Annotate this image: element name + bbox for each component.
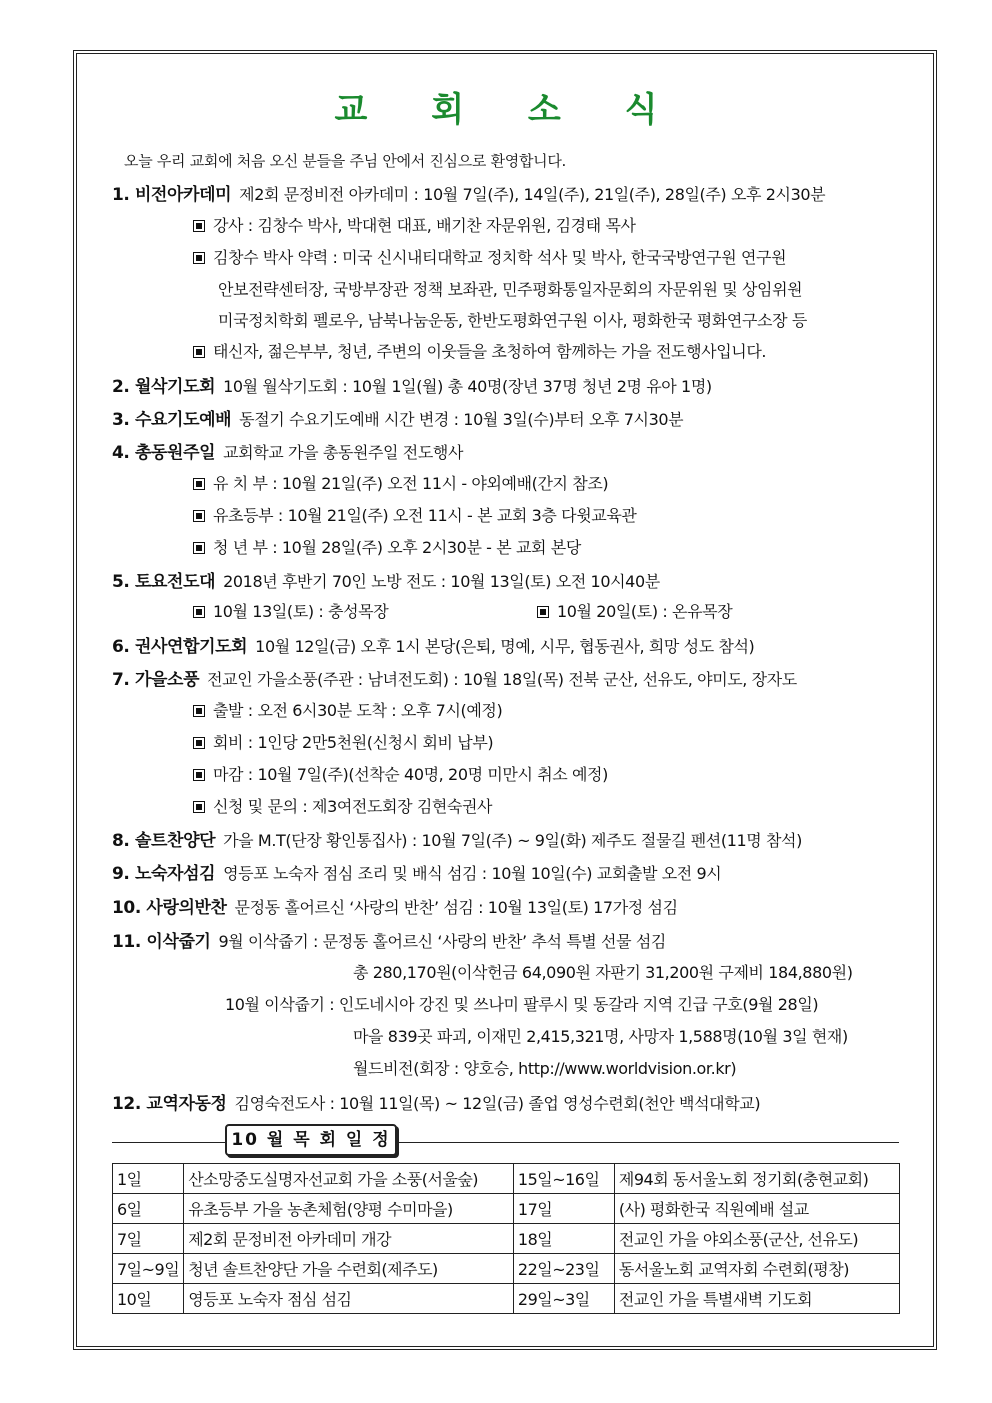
- event-cell: 산소망중도실명자선교회 가을 소풍(서울숲): [184, 1164, 514, 1194]
- event-cell: 영등포 노숙자 점심 섬김: [184, 1284, 514, 1314]
- event-cell: 유초등부 가을 농촌체험(양평 수미마을): [184, 1194, 514, 1224]
- notice-item: [112, 665, 797, 690]
- notice-text: 10월 월삭기도회 : 10월 1일(월) 총 40명(장년 37명 청년 2명 유아 1명): [223, 377, 712, 396]
- notice-item: [112, 180, 825, 205]
- notice-heading: 1. 비전아카데미: [112, 185, 232, 205]
- continuation-text: 총 280,170원(이삭헌금 64,090원 자판기 31,200원 구제비 184,880원): [353, 963, 853, 982]
- square-bullet-icon: [193, 769, 205, 781]
- date-cell: 17일: [513, 1194, 614, 1224]
- notice-text: 2018년 후반기 70인 노방 전도 : 10월 13일(토) 오전 10시40분: [223, 572, 660, 591]
- date-cell: 7일: [113, 1224, 184, 1254]
- date-cell: 10일: [113, 1284, 184, 1314]
- notice-heading: 6. 권사연합기도회: [112, 637, 248, 657]
- date-cell: 18일: [513, 1224, 614, 1254]
- bullet-item: 10월 20일(토) : 온유목장: [537, 599, 732, 622]
- notice-item: [112, 826, 802, 851]
- bullet-item: 회비 : 1인당 2만5천원(신청시 회비 납부): [193, 730, 493, 753]
- square-bullet-icon: [193, 220, 205, 232]
- notice-item: [112, 372, 712, 397]
- date-cell: 1일: [113, 1164, 184, 1194]
- continuation-text: 10월 이삭줍기 : 인도네시아 강진 및 쓰나미 팔루시 및 동갈라 지역 긴급 구호(9월 28일): [225, 995, 819, 1014]
- welcome-text: 오늘 우리 교회에 처음 오신 분들을 주님 안에서 진심으로 환영합니다.: [124, 152, 567, 170]
- event-cell: 청년 솔트찬양단 가을 수련회(제주도): [184, 1254, 514, 1284]
- date-cell: 29일~3일: [513, 1284, 614, 1314]
- continuation-text: 월드비전(회장 : 양호승, http://www.worldvision.or.kr): [353, 1059, 737, 1078]
- page-title: 교 회 소 식: [334, 90, 684, 130]
- notice-heading: 5. 토요전도대: [112, 572, 216, 592]
- notice-text: 전교인 가을소풍(주관 : 남녀전도회) : 10월 18일(목) 전북 군산, 선유도, 야미도, 장자도: [207, 670, 797, 689]
- bullet-item: 10월 13일(토) : 충성목장: [193, 599, 388, 622]
- table-row: [113, 1164, 900, 1194]
- notice-heading: 8. 솔트찬양단: [112, 831, 216, 851]
- notice-heading: 2. 월삭기도회: [112, 377, 216, 397]
- date-cell: 15일~16일: [513, 1164, 614, 1194]
- notice-item: [112, 859, 721, 884]
- notice-item: [112, 1089, 760, 1114]
- notice-text: 9월 이삭줍기 : 문정동 홀어르신 ‘사랑의 반찬’ 추석 특별 선물 섬김: [218, 932, 666, 951]
- square-bullet-icon: [193, 801, 205, 813]
- bullet-item: 유 치 부 : 10월 21일(주) 오전 11시 - 야외예배(간지 참조): [193, 471, 608, 494]
- bullet-item: 청 년 부 : 10월 28일(주) 오후 2시30분 - 본 교회 본당: [193, 535, 581, 558]
- notice-item: [112, 405, 683, 430]
- notice-item: [112, 893, 678, 918]
- event-cell: 동서울노회 교역자회 수련회(평창): [614, 1254, 899, 1284]
- event-cell: 전교인 가을 특별새벽 기도회: [614, 1284, 899, 1314]
- date-cell: 7일~9일: [113, 1254, 184, 1284]
- bullet-item: 태신자, 젊은부부, 청년, 주변의 이웃들을 초청하여 함께하는 가을 전도행사입니다.: [193, 339, 766, 362]
- notice-text: 제2회 문정비전 아카데미 : 10월 7일(주), 14일(주), 21일(주), 28일(주) 오후 2시30분: [239, 185, 826, 204]
- notice-text: 영등포 노숙자 점심 조리 및 배식 섬김 : 10월 10일(수) 교회출발 오전 9시: [223, 864, 722, 883]
- bullet-item: 강사 : 김창수 박사, 박대현 대표, 배기찬 자문위원, 김경태 목사: [193, 213, 636, 236]
- table-row: [113, 1284, 900, 1314]
- notice-text: 문정동 홀어르신 ‘사랑의 반찬’ 섬김 : 10월 13일(토) 17가정 섬김: [234, 898, 678, 917]
- square-bullet-icon: [193, 737, 205, 749]
- notice-heading: 7. 가을소풍: [112, 670, 200, 690]
- date-cell: 6일: [113, 1194, 184, 1224]
- bullet-item: 신청 및 문의 : 제3여전도회장 김현숙권사: [193, 794, 492, 817]
- square-bullet-icon: [193, 606, 205, 618]
- square-bullet-icon: [193, 346, 205, 358]
- continuation-text: 안보전략센터장, 국방부장관 정책 보좌관, 민주평화통일자문회의 자문위원 및 상임위원: [218, 280, 803, 299]
- event-cell: (사) 평화한국 직원예배 설교: [614, 1194, 899, 1224]
- schedule-table: [112, 1163, 900, 1314]
- bullet-item: 김창수 박사 약력 : 미국 신시내티대학교 정치학 석사 및 박사, 한국국방연구원 연구원: [193, 245, 786, 268]
- bullet-item: 출발 : 오전 6시30분 도착 : 오후 7시(예정): [193, 698, 502, 721]
- table-row: [113, 1254, 900, 1284]
- square-bullet-icon: [193, 252, 205, 264]
- square-bullet-icon: [193, 478, 205, 490]
- notice-text: 10월 12일(금) 오후 1시 본당(은퇴, 명예, 시무, 협동권사, 희망 성도 참석): [255, 637, 755, 656]
- notice-item: [112, 632, 754, 657]
- square-bullet-icon: [193, 510, 205, 522]
- event-cell: 제94회 동서울노회 정기회(충현교회): [614, 1164, 899, 1194]
- notice-text: 가을 M.T(단장 황인통집사) : 10월 7일(주) ~ 9일(화) 제주도 절물길 펜션(11명 참석): [223, 831, 802, 850]
- continuation-text: 마을 839곳 파괴, 이재민 2,415,321명, 사망자 1,588명(10월 3일 현재): [353, 1027, 848, 1046]
- schedule-title: 10 월 목 회 일 정: [225, 1124, 397, 1156]
- continuation-text: 미국정치학회 펠로우, 남북나눔운동, 한반도평화연구원 이사, 평화한국 평화연구소장 등: [218, 311, 807, 330]
- square-bullet-icon: [193, 705, 205, 717]
- notice-text: 동절기 수요기도예배 시간 변경 : 10월 3일(수)부터 오후 7시30분: [239, 410, 684, 429]
- notice-heading: 3. 수요기도예배: [112, 410, 232, 430]
- square-bullet-icon: [193, 542, 205, 554]
- event-cell: 제2회 문정비전 아카데미 개강: [184, 1224, 514, 1254]
- bullet-item: 마감 : 10월 7일(주)(선착순 40명, 20명 미만시 취소 예정): [193, 762, 608, 785]
- table-row: [113, 1194, 900, 1224]
- notice-heading: 4. 총동원주일: [112, 443, 216, 463]
- table-row: [113, 1224, 900, 1254]
- notice-item: [112, 438, 463, 463]
- square-bullet-icon: [537, 606, 549, 618]
- bullet-item: 유초등부 : 10월 21일(주) 오전 11시 - 본 교회 3층 다윗교육관: [193, 503, 636, 526]
- notice-text: 교회학교 가을 총동원주일 전도행사: [223, 443, 464, 462]
- event-cell: 전교인 가을 야외소풍(군산, 선유도): [614, 1224, 899, 1254]
- notice-heading: 10. 사랑의반찬: [112, 898, 227, 918]
- notice-item: [112, 567, 660, 592]
- notice-text: 김영숙전도사 : 10월 11일(목) ~ 12일(금) 졸업 영성수련회(천안 백석대학교): [234, 1094, 761, 1113]
- notice-item: [112, 927, 666, 952]
- notice-heading: 12. 교역자동정: [112, 1094, 227, 1114]
- notice-heading: 11. 이삭줍기: [112, 932, 211, 952]
- notice-heading: 9. 노숙자섬김: [112, 864, 216, 884]
- date-cell: 22일~23일: [513, 1254, 614, 1284]
